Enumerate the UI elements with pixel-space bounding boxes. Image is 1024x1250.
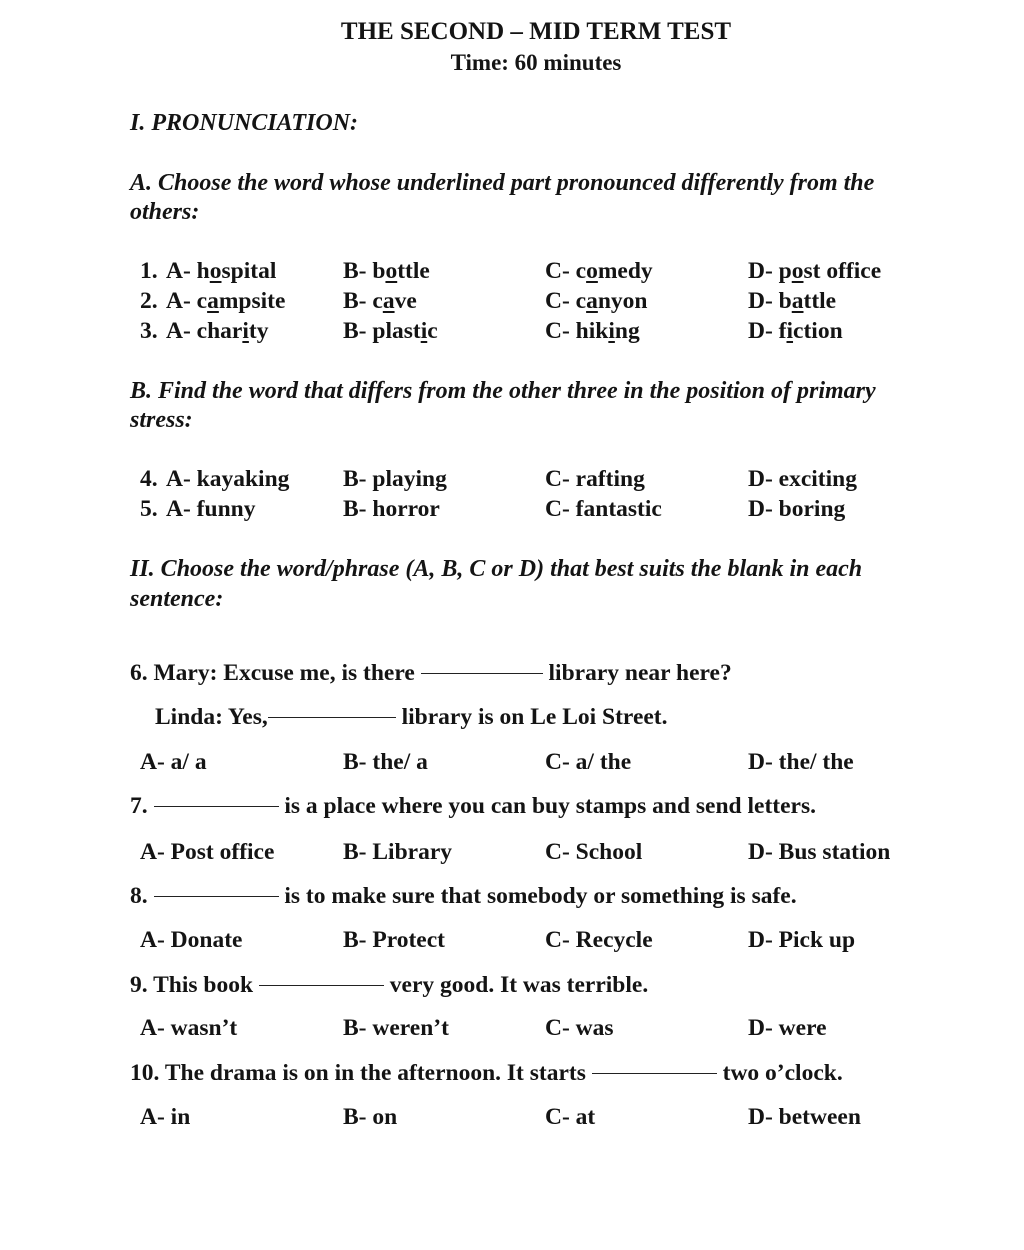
option-b: B- weren’t	[343, 1015, 449, 1041]
part-a-instruction-line2: others:	[130, 199, 200, 225]
option-d: D- post office	[748, 258, 882, 284]
question-10: 10. The drama is on in the afternoon. It starts two o’clock.	[130, 1060, 843, 1086]
option-a: A- funny	[166, 496, 256, 522]
option-d: D- between	[748, 1104, 861, 1130]
test-title: THE SECOND – MID TERM TEST	[340, 18, 732, 45]
question-number: 3.	[140, 318, 158, 344]
underlined-letter: o	[791, 258, 804, 284]
answer-blank	[421, 672, 543, 674]
question-7: 7. is a place where you can buy stamps and send letters.	[130, 793, 816, 819]
part-b-instruction-line1: B. Find the word that differs from the other three in the position of primary	[130, 378, 876, 404]
option-a: A- in	[140, 1104, 191, 1130]
underlined-letter: o	[209, 258, 222, 284]
option-d: D- battle	[748, 288, 837, 314]
question-8: 8. is to make sure that somebody or something is safe.	[130, 883, 797, 909]
option-b: B- plastic	[343, 318, 438, 344]
option-c: C- canyon	[545, 288, 648, 314]
section-2-instruction-line2: sentence:	[130, 586, 224, 612]
part-b-instruction-line2: stress:	[130, 407, 193, 433]
option-c: C- School	[545, 839, 643, 865]
option-c: C- was	[545, 1015, 614, 1041]
question-number: 2.	[140, 288, 158, 314]
answer-blank	[592, 1072, 717, 1074]
option-b: B- playing	[343, 466, 447, 492]
option-c: C- fantastic	[545, 496, 662, 522]
underlined-letter: i	[608, 318, 615, 344]
option-c: C- a/ the	[545, 749, 632, 775]
underlined-letter: o	[586, 258, 598, 284]
underlined-letter: i	[242, 318, 249, 344]
underlined-letter: a	[382, 288, 395, 314]
answer-blank	[154, 805, 279, 807]
underlined-letter: a	[586, 288, 598, 314]
option-b: B- Protect	[343, 927, 445, 953]
option-c: C- hiking	[545, 318, 640, 344]
option-a: A- campsite	[166, 288, 286, 314]
option-a: A- charity	[166, 318, 269, 344]
option-a: A- wasn’t	[140, 1015, 238, 1041]
option-c: C- Recycle	[545, 927, 653, 953]
option-b: B- the/ a	[343, 749, 428, 775]
section-pronunciation-heading: I. PRONUNCIATION:	[130, 110, 359, 136]
test-time: Time: 60 minutes	[450, 50, 622, 75]
option-b: B- bottle	[343, 258, 430, 284]
option-d: D- Bus station	[748, 839, 891, 865]
answer-blank	[268, 716, 396, 718]
underlined-letter: i	[420, 318, 428, 344]
option-a: A- a/ a	[140, 749, 207, 775]
underlined-letter: o	[385, 258, 398, 284]
underlined-letter: i	[786, 318, 794, 344]
option-c: C- rafting	[545, 466, 645, 492]
underlined-letter: a	[207, 288, 219, 314]
option-b: B- on	[343, 1104, 398, 1130]
option-a: A- kayaking	[166, 466, 290, 492]
question-number: 5.	[140, 496, 158, 522]
question-6-line1: 6. Mary: Excuse me, is there library near here?	[130, 660, 732, 686]
section-2-instruction-line1: II. Choose the word/phrase (A, B, C or D) that best suits the blank in each	[130, 556, 863, 582]
option-b: B- Library	[343, 839, 453, 865]
answer-blank	[259, 984, 384, 986]
option-a: A- Donate	[140, 927, 243, 953]
answer-blank	[154, 895, 279, 897]
question-number: 1.	[140, 258, 158, 284]
question-9: 9. This book very good. It was terrible.	[130, 972, 649, 998]
option-b: B- cave	[343, 288, 417, 314]
option-d: D- boring	[748, 496, 846, 522]
option-b: B- horror	[343, 496, 440, 522]
option-d: D- were	[748, 1015, 827, 1041]
question-number: 4.	[140, 466, 158, 492]
option-a: A- hospital	[166, 258, 277, 284]
option-d: D- Pick up	[748, 927, 856, 953]
option-d: D- the/ the	[748, 749, 854, 775]
question-6-line2: Linda: Yes, library is on Le Loi Street.	[155, 704, 668, 730]
underlined-letter: a	[791, 288, 804, 314]
option-d: D- fiction	[748, 318, 843, 344]
part-a-instruction-line1: A. Choose the word whose underlined part pronounced differently from the	[130, 170, 875, 196]
option-c: C- comedy	[545, 258, 653, 284]
option-d: D- exciting	[748, 466, 857, 492]
option-c: C- at	[545, 1104, 596, 1130]
option-a: A- Post office	[140, 839, 275, 865]
